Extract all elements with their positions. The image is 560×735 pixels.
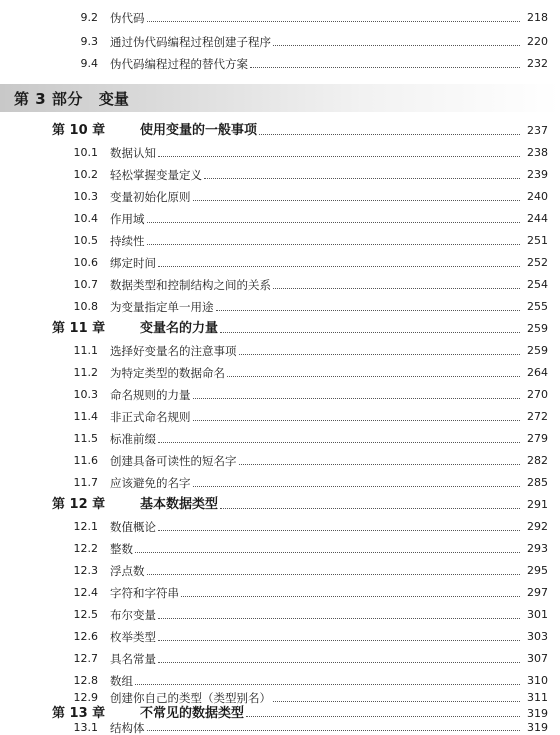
page-number: 293 [527,542,548,555]
section-number: 12.9 [73,691,98,704]
page-number: 301 [527,608,548,621]
part-header [0,84,560,112]
page-number: 279 [527,432,548,445]
page-number: 251 [527,234,548,247]
toc-entry-11-6[interactable] [62,451,548,469]
leader-dots [239,464,521,465]
section-title: 浮点数 [110,564,145,578]
leader-dots [250,67,520,68]
toc-entry-10-7[interactable] [62,275,548,293]
page-number: 264 [527,366,548,379]
section-number: 12.6 [73,630,98,643]
leader-dots [147,244,521,245]
leader-dots [181,596,520,597]
section-title: 字符和字符串 [110,586,179,600]
page-number: 311 [527,691,548,704]
leader-dots [147,21,521,22]
page-number: 220 [527,35,548,48]
page-number: 297 [527,586,548,599]
toc-entry-10-5[interactable] [62,231,548,249]
section-title: 轻松掌握变量定义 [110,168,202,182]
toc-entry-12-9[interactable] [62,690,548,706]
leader-dots [259,134,520,135]
toc-chapter-11[interactable] [30,319,548,337]
leader-dots [147,222,521,223]
section-number: 12.5 [73,608,98,621]
leader-dots [220,332,520,333]
leader-dots [193,420,521,421]
page-number: 272 [527,410,548,423]
section-title: 命名规则的力量 [110,388,191,402]
leader-dots [216,310,521,311]
leader-dots [273,701,520,702]
chapter-title: 使用变量的一般事项 [140,123,258,138]
section-title: 数据认知 [110,146,156,160]
section-number: 10.3 [73,388,98,401]
page-number: 255 [527,300,548,313]
part-title: 变量 [98,89,129,108]
section-title: 绑定时间 [110,256,156,270]
toc-entry-12-2[interactable] [62,539,548,557]
section-title: 数据类型和控制结构之间的关系 [110,278,271,292]
toc-entry-12-6[interactable] [62,627,548,645]
section-number: 10.5 [73,234,98,247]
section-title: 布尔变量 [110,608,156,622]
toc-entry-11-7[interactable] [62,473,548,491]
section-title: 标准前缀 [110,432,156,446]
section-number: 12.8 [73,674,98,687]
toc-entry-10-4[interactable] [62,209,548,227]
leader-dots [147,730,521,731]
leader-dots [193,200,521,201]
leader-dots [158,156,520,157]
leader-dots [158,640,520,641]
section-title: 选择好变量名的注意事项 [110,344,237,358]
leader-dots [158,530,520,531]
leader-dots [193,398,521,399]
page-number: 254 [527,278,548,291]
leader-dots [158,266,520,267]
leader-dots [246,716,520,717]
chapter-number: 第 12 章 [52,497,106,512]
toc-entry-12-8[interactable] [62,671,548,689]
page-number: 238 [527,146,548,159]
section-title: 通过伪代码编程过程创建子程序 [110,35,271,49]
page-number: 295 [527,564,548,577]
section-number: 12.3 [73,564,98,577]
toc-entry-12-4[interactable] [62,583,548,601]
section-number: 10.1 [73,146,98,159]
page-number: 259 [527,322,548,335]
toc-entry-12-5[interactable] [62,605,548,623]
toc-entry-11-4[interactable] [62,407,548,425]
section-number: 11.5 [73,432,98,445]
section-title: 伪代码编程过程的替代方案 [110,57,248,71]
leader-dots [273,45,520,46]
page-number: 218 [527,11,548,24]
section-number: 12.7 [73,652,98,665]
section-title: 整数 [110,542,133,556]
chapter-title: 不常见的数据类型 [140,706,245,721]
page-number: 291 [527,498,548,511]
part-label: 第 3 部分 [14,89,83,108]
chapter-number: 第 10 章 [52,123,106,138]
section-title: 持续性 [110,234,145,248]
page-number: 237 [527,124,548,137]
section-title: 数组 [110,674,133,688]
section-number: 10.4 [73,212,98,225]
toc-entry-10-2[interactable] [62,165,548,183]
section-title: 为特定类型的数据命名 [110,366,225,380]
toc-entry-11-5[interactable] [62,429,548,447]
page-number: 252 [527,256,548,269]
page-number: 285 [527,476,548,489]
toc-entry-9-3[interactable] [62,32,548,50]
section-number: 9.2 [80,11,98,24]
section-number: 10.8 [73,300,98,313]
section-title: 为变量指定单一用途 [110,300,214,314]
section-title: 创建具备可读性的短名字 [110,454,237,468]
leader-dots [239,354,521,355]
section-number: 12.4 [73,586,98,599]
leader-dots [220,508,520,509]
section-title: 非正式命名规则 [110,410,191,424]
section-title: 作用域 [110,212,145,226]
leader-dots [204,178,520,179]
toc-entry-11-3[interactable] [62,385,548,403]
page-number: 270 [527,388,548,401]
toc-entry-10-6[interactable] [62,253,548,271]
section-number: 9.4 [80,57,98,70]
section-number: 11.1 [73,344,98,357]
toc-chapter-12[interactable] [30,495,548,513]
toc-entry-9-4[interactable] [62,54,548,72]
section-number: 12.2 [73,542,98,555]
leader-dots [158,618,520,619]
section-number: 10.2 [73,168,98,181]
section-title: 伪代码 [110,11,145,25]
leader-dots [227,376,520,377]
page-number: 259 [527,344,548,357]
page-number: 319 [527,707,548,720]
toc-entry-10-8[interactable] [62,297,548,315]
leader-dots [135,684,520,685]
toc-entry-13-1[interactable] [62,720,548,735]
toc-chapter-13[interactable] [30,706,548,721]
toc-entry-10-3[interactable] [62,187,548,205]
page-number: 232 [527,57,548,70]
leader-dots [273,288,520,289]
section-number: 10.3 [73,190,98,203]
chapter-title: 变量名的力量 [140,321,219,336]
chapter-number: 第 13 章 [52,706,106,721]
section-number: 10.6 [73,256,98,269]
section-number: 11.4 [73,410,98,423]
section-title: 数值概论 [110,520,156,534]
page-number: 239 [527,168,548,181]
section-number: 12.1 [73,520,98,533]
page-number: 310 [527,674,548,687]
toc-entry-12-3[interactable] [62,561,548,579]
toc-entry-11-2[interactable] [62,363,548,381]
toc-entry-10-1[interactable] [62,143,548,161]
section-number: 9.3 [80,35,98,48]
page-number: 319 [527,721,548,734]
section-number: 10.7 [73,278,98,291]
toc-entry-12-1[interactable] [62,517,548,535]
leader-dots [158,442,520,443]
page-number: 292 [527,520,548,533]
leader-dots [193,486,521,487]
section-number: 11.2 [73,366,98,379]
section-title: 结构体 [110,721,145,735]
section-title: 变量初始化原则 [110,190,191,204]
toc-entry-9-2[interactable] [62,8,548,26]
leader-dots [147,574,521,575]
page-number: 240 [527,190,548,203]
toc-entry-12-7[interactable] [62,649,548,667]
page-number: 307 [527,652,548,665]
page-number: 282 [527,454,548,467]
section-title: 枚举类型 [110,630,156,644]
leader-dots [158,662,520,663]
toc-entry-11-1[interactable] [62,341,548,359]
section-title: 应该避免的名字 [110,476,191,490]
chapter-number: 第 11 章 [52,321,106,336]
chapter-title: 基本数据类型 [140,497,219,512]
section-number: 11.7 [73,476,98,489]
page-number: 303 [527,630,548,643]
section-number: 11.6 [73,454,98,467]
section-number: 13.1 [73,721,98,734]
section-title: 创建你自己的类型（类型别名） [110,691,271,705]
section-title: 具名常量 [110,652,156,666]
page-number: 244 [527,212,548,225]
toc-chapter-10[interactable] [30,121,548,139]
leader-dots [135,552,520,553]
